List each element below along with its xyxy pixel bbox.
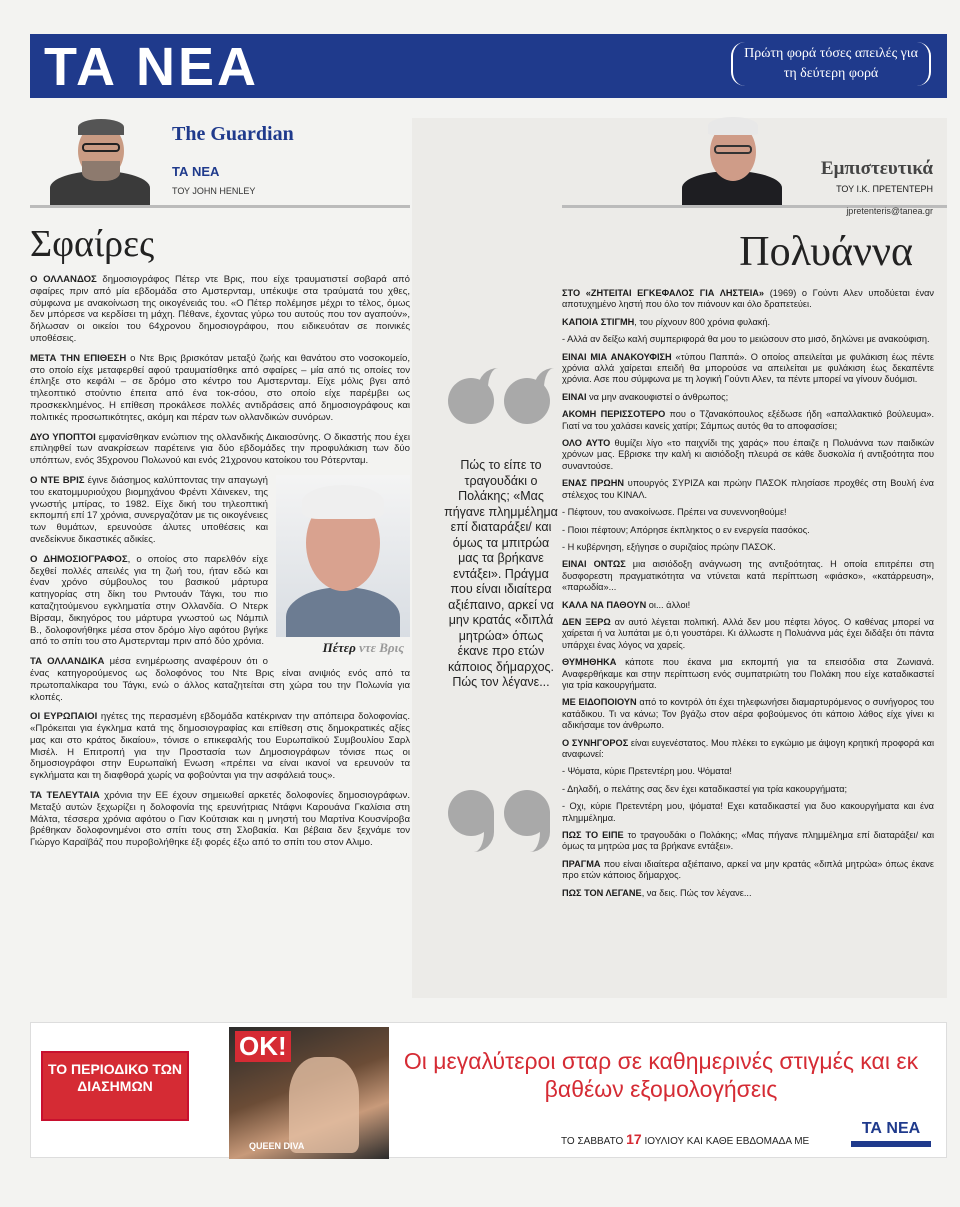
right-paragraph: ΚΑΠΟΙΑ ΣΤΙΓΜΗ, του ρίχνουν 800 χρόνια φυλακή.	[562, 316, 771, 327]
ad-tanea-logo: ΤΑ ΝΕΑ	[851, 1119, 931, 1147]
right-body	[562, 288, 934, 905]
right-paragraph: ΠΡΑΓΜΑ που είναι ιδιαίτερα αξιέπαινο, αρκεί να μην κρατάς «διπλά μητρώα» όπως έκανε προ ετών κάποιος δήμαρχος.	[562, 858, 934, 881]
pull-quote-text: Πώς το είπε το τραγουδάκι ο Πολάκης; «Μας πήγανε πλημμέλημα επί διαταράξει/ και όμως τα μπιτρώα μας τα βρήκανε εντάξει». Πράγμα που είναι ιδιαίτερα αξιέπαινο, αρκεί να μην κρατάς «διπλά μητρώα» όπως έκανε προ ετών κάποιος δήμαρχος. Πώς τον λέγανε...	[444, 458, 558, 689]
masthead-logo: ΤΑ ΝΕΑ	[44, 37, 259, 97]
open-quote-icon	[448, 378, 552, 438]
right-paragraph: ΑΚΟΜΗ ΠΕΡΙΣΣΟΤΕΡΟ που ο Τζανακόπουλος εξέδωσε ήδη «απαλλακτικό βούλευμα». Γιατί να του χαλάσει κανείς χατίρι; Σάμπως αυτός θα το αποφασίσει;	[562, 409, 935, 431]
pull-quote	[442, 378, 560, 848]
ad-headline: Οι μεγαλύτεροι σταρ σε καθημερινές στιγμές και εκ βαθέων εξομολογήσεις	[403, 1048, 919, 1102]
close-quote-icon	[448, 790, 552, 850]
right-paragraph: ΟΛΟ ΑΥΤΟ θυμίζει λίγο «το παιχνίδι της χαράς» που έπαιζε η Πολυάννα των παιδικών χρόνων μας. Εβρισκε την καλή κι αισιόδοξη πλευρά σε κάθε δυσκολία ή αντιξοότητα που συναντούσε.	[562, 438, 934, 471]
magazine-advertisement[interactable]	[30, 1022, 947, 1158]
left-paragraph: ΟΙ ΕΥΡΩΠΑΙΟΙ ηγέτες της περασμένη εβδομάδα κατέκριναν την απόπειρα δολοφονίας. «Πρόκειται για έγκλημα κατά της δημοσιογραφίας και επίθεση στις δημοκρατικές αξίες μας και στο κράτος δικαίου», τόνισε ο επικεφαλής του Ευρωπαϊκού Συμβουλίου Σαρλ Μισέλ. Η Επιτροπή για την Προστασία των Δημοσιογράφων τόνισε πως οι δημοσιογράφοι στην Ευρωπαϊκή Ενωση «πρέπει να είναι ικανοί να ερευνούν τα εγκλήματα και τη διαφθορά χωρίς να φοβούνται για την ασφάλειά τους».	[30, 711, 410, 782]
masthead-tagline: Πρώτη φορά τόσες απειλές για τη δεύτερη φορά	[731, 42, 931, 86]
ad-date: 17	[626, 1131, 642, 1147]
right-paragraph: - Η κυβέρνηση, εξήγησε ο συριζαίος πρώην ΠΑΣΟΚ.	[562, 541, 776, 552]
left-author: ΤΟΥ JOHN HENLEY	[172, 186, 256, 196]
left-paragraph: ΜΕΤΑ ΤΗΝ ΕΠΙΘΕΣΗ ο Ντε Βρις βρισκόταν μεταξύ ζωής και θανάτου στο νοσοκομείο, στο οποίο είχε μεταφερθεί αφού τραυματίσθηκε από σφαίρες – μία από τις οποίες τον έπληξε στο κεφάλι – σε δρόμο στο κέντρο του Αμστερνταμ. Είχε μόλις βγει από τηλεοπτικό στούντιο έπειτα από ένα τοκ-σόου, στο οποίο είχε παρέμβει ως προσκεκλημένος. Η επίθεση προκάλεσε πολλές αντιδράσεις από δημοσιογράφους και πολιτικές προσωπικότητες, ακόμη και πέραν των ολλανδικών συνόρων.	[30, 352, 410, 423]
ad-magazine-label: ΤΟ ΠΕΡΙΟΔΙΚΟ ΤΩΝ ΔΙΑΣΗΜΩΝ	[41, 1051, 189, 1121]
author-portrait-henley	[50, 117, 150, 205]
right-paragraph: ΚΑΛΑ ΝΑ ΠΑΘΟΥΝ οι... άλλοι!	[562, 599, 691, 610]
right-headline: Πολυάννα	[739, 229, 913, 275]
ok-logo: OK!	[235, 1031, 291, 1062]
right-paragraph: ΕΙΝΑΙ να μην ανακουφιστεί ο άνθρωπος;	[562, 391, 729, 402]
right-author: ΤΟΥ Ι.Κ. ΠΡΕΤΕΝΤΕΡΗ	[836, 184, 933, 194]
right-paragraph: ΠΩΣ ΤΟΝ ΛΕΓΑΝΕ, να δεις. Πώς τον λέγανε...	[562, 887, 752, 898]
right-paragraph: ΣΤΟ «ΖΗΤΕΙΤΑΙ ΕΓΚΕΦΑΛΟΣ ΓΙΑ ΛΗΣΤΕΙΑ» (1969) ο Γούντι Αλεν υποδύεται έναν αποτυχημένο ληστή που όλο τον πιάνουν και όλο δραπετεύει.	[562, 288, 934, 310]
left-headline: Σφαίρες	[30, 223, 155, 265]
right-paragraph: ΕΙΝΑΙ ΟΝΤΩΣ μια αισιόδοξη ανάγνωση της αντιξοότητας. Η οποία επιτρέπει στη δυσφορεστη πραγματικότητα να ντύνεται κατά περίπτωση «φιάσκο», «κατάρρευση», «παρωδία»...	[562, 559, 934, 593]
left-paragraph: Ο ΔΗΜΟΣΙΟΓΡΑΦΟΣ, ο οποίος στο παρελθόν είχε δεχθεί πολλές απειλές για τη ζωή του, ήταν εδώ και έναν χρόνο σύμβουλος του βασικού μάρτυρα κατηγορίας στη δίκη του Ριντουάν Τάγκι, του πιο καταζητούμενου εγκληματία στην Ολλανδία. Ο Ντερκ Βίρσαμ, δικηγόρος του μάρτυρα γνωστού ως Νάμπιλ Β., δολοφονήθηκε μέσα στον δρόμο λίγο αφότου βγήκε από το σπίτι του στο Αμστερνταμ πριν από δύο χρόνια.	[30, 553, 268, 648]
ok-magazine-cover	[229, 1027, 389, 1159]
left-byline	[30, 118, 410, 208]
right-paragraph: - Αλλά αν δείξω καλή συμπεριφορά θα μου το μειώσουν στο μισό, δηλώνει με ανακούφιση.	[562, 334, 930, 345]
right-paragraph: ΘΥΜΗΘΗΚΑ κάποτε που έκανα μια εκπομπή για τα επεισόδια στα Ζωνιανά. Αναφερθήκαμε και στην περίπτωση ενός συμπατριώτη του Πολάκη που είχε καταδικαστεί για τρία κακουργήματα.	[562, 657, 934, 690]
right-byline	[562, 118, 947, 208]
right-paragraph: - Ψόματα, κύριε Πρετεντέρη μου. Ψόματα!	[562, 766, 732, 777]
right-paragraph: - Ποιοι πέφτουν; Απόρησε έκπληκτος ο εν ενεργεία πασόκος.	[562, 524, 810, 535]
de-vries-photo	[276, 475, 410, 659]
author-portrait-pretenteris	[682, 117, 782, 205]
left-body	[30, 274, 410, 849]
left-paragraph: Ο ΝΤΕ ΒΡΙΣ έγινε διάσημος καλύπτοντας την απαγωγή του εκατομμυριούχου βιομηχάνου Φρέντι Χάινεκεν, της γνωστής μπίρας, το 1982. Είχε δική του τηλεοπτική εκπομπή επί 17 χρόνια, συνεργαζόταν με τις οικογένειες των θυμάτων, ερευνούσε άλυτες υποθέσεις και ανεδείκνυε δικαστικές αδικίες.	[30, 474, 269, 545]
right-paragraph: ΔΕΝ ΞΕΡΩ αν αυτό λέγεται πολιτική. Αλλά δεν μου πέφτει λόγος. Ο καθένας μπορεί να χαίρεται ή να λυπάται με ό,τι γουστάρει. Κι άλλωστε η Πολυάννα μάς έχει διδάξει ότι πάντα υπάρχει ένας λόγος να χαρείς.	[562, 616, 934, 650]
left-paragraph: ΔΥΟ ΥΠΟΠΤΟΙ εμφανίσθηκαν ενώπιον της ολλανδικής Δικαιοσύνης. Ο δικαστής που έχει επιληφθεί των ανακρίσεων παρέτεινε για δύο εβδομάδες την προφυλάκιση των δύο υπόπτων, ενός 35χρονου Πολωνού και ενός 21χρονου κατοίκου του Ρότερνταμ.	[30, 431, 410, 467]
right-paragraph: ΠΩΣ ΤΟ ΕΙΠΕ το τραγουδάκι ο Πολάκης; «Μας πήγανε πλημμέλημα επί διαταράξει/ και όμως τα μητρώα μας τα βρήκανε εντάξει».	[562, 830, 934, 852]
right-paragraph: ΜΕ ΕΙΔΟΠΟΙΟΥΝ από το κοντρόλ ότι έχει τηλεφωνήσει διαμαρτυρόμενος ο συνήγορος του κατάδικου. Τι να κάνω; Τον βγάζω στον αέρα φοβούμενος ότι κάποιο λάθος είχε γίνει κι αδικήσαμε τον άνθρωπο.	[562, 697, 934, 731]
right-paragraph: ΕΙΝΑΙ ΜΙΑ ΑΝΑΚΟΥΦΙΣΗ «τύπου Παππά». Ο οποίος απειλείται με φυλάκιση έως πέντε χρόνια αλλά χαίρεται επειδή θα μπορούσε να απειλείται με φυλάκιση έως δεκαπέντε χρόνια. Ασε που σύμφωνα με τη λογική Γούντι Αλεν, τα πέντε μπορεί να γίνουν δυόμισι.	[562, 351, 934, 385]
left-article	[30, 118, 410, 857]
left-section-label: ΤΑ ΝΕΑ	[172, 164, 220, 179]
right-paragraph: Ο ΣΥΝΗΓΟΡΟΣ είναι ευγενέστατος. Μου πλέκει το εγκώμιο με άψογη κρητική προφορά και αναφωνεί:	[562, 737, 934, 759]
left-paragraph: Ο ΟΛΛΑΝΔΟΣ δημοσιογράφος Πέτερ ντε Βρις, που είχε τραυματιστεί σοβαρά από σφαίρες πριν από μία εβδομάδα στο Αμστερνταμ, υπέκυψε στα τραύματά του χθες, σύμφωνα με ανακοίνωση της οικογένειάς του. «Ο Πέτερ πολέμησε μέχρι το τέλος, όμως δεν μπόρεσε να κερδίσει τη μάχη. Πέθανε, έχοντας γύρω του αυτούς που τον αγαπούν», δήλωσαν οι οικείοι του 64χρονου δημοσιογράφου, που ειδικευόταν σε ποινικές υποθέσεις.	[30, 274, 410, 344]
guardian-logo: The Guardian	[172, 123, 294, 145]
ad-footer: ΤΟ ΣΑΒΒΑΤΟ 17 ΙΟΥΛΙΟΥ ΚΑΙ ΚΑΘΕ ΕΒΔΟΜΑΔΑ ΜΕ	[561, 1131, 810, 1147]
de-vries-caption: Πέτερ ντε Βρις	[276, 637, 410, 659]
right-article	[412, 118, 947, 998]
right-paragraph: ΕΝΑΣ ΠΡΩΗΝ υπουργός ΣΥΡΙΖΑ και πρώην ΠΑΣΟΚ πλησίασε προχθές στη Βουλή ένα στέλεχος του ΚΙΝΑΛ.	[562, 478, 934, 500]
left-paragraph: ΤΑ ΟΛΛΑΝΔΙΚΑ μέσα ενημέρωσης αναφέρουν ότι ο ένας κατηγορούμενος ως δολοφόνος του Ντε Βρις είναι ανιψιός ενός από τα πρωτοπαλίκαρα του Τάγκι, ενώ ο άλλος καταζητείται στη χώρα του την Πολωνία για κλοπές.	[30, 656, 410, 703]
cover-line: QUEEN DIVA	[249, 1141, 305, 1151]
column-title: Εμπιστευτικά	[820, 158, 933, 179]
right-paragraph: - Δηλαδή, ο πελάτης σας δεν έχει καταδικαστεί για τρία κακουργήματα;	[562, 783, 848, 794]
left-paragraph: ΤΑ ΤΕΛΕΥΤΑΙΑ χρόνια την ΕΕ έχουν σημειωθεί αρκετές δολοφονίες δημοσιογράφων. Μεταξύ αυτών ξεχωρίζει η δολοφονία της ερευνήτριας Ντάφνι Καρουάνα Γκαλίσια στη Μάλτα, τέσσερα χρόνια αφότου ο Γιαν Κούτσιακ και η μνηστή του Μαρτίνα Κουσνίρoβα βρέθηκαν δολοφονημένοι στο σπίτι τους στη Σλοβακία. Και βέβαια δεν ξεχνάμε τον Γιώργο Καραϊβάζ που πυροβολήθηκε έξι φορές έξω από το σπίτι του στον Αλιμο.	[30, 790, 410, 849]
author-email: jpretenteris@tanea.gr	[846, 206, 933, 216]
right-paragraph: - Οχι, κύριε Πρετεντέρη μου, ψόματα! Εχει καταδικαστεί για δυο κακουργήματα και ένα πλημμέλημα.	[562, 801, 934, 823]
masthead	[30, 34, 947, 98]
right-paragraph: - Πέφτουν, του ανακοίνωσε. Πρέπει να συνεννοηθούμε!	[562, 507, 787, 518]
de-vries-image	[276, 475, 410, 645]
